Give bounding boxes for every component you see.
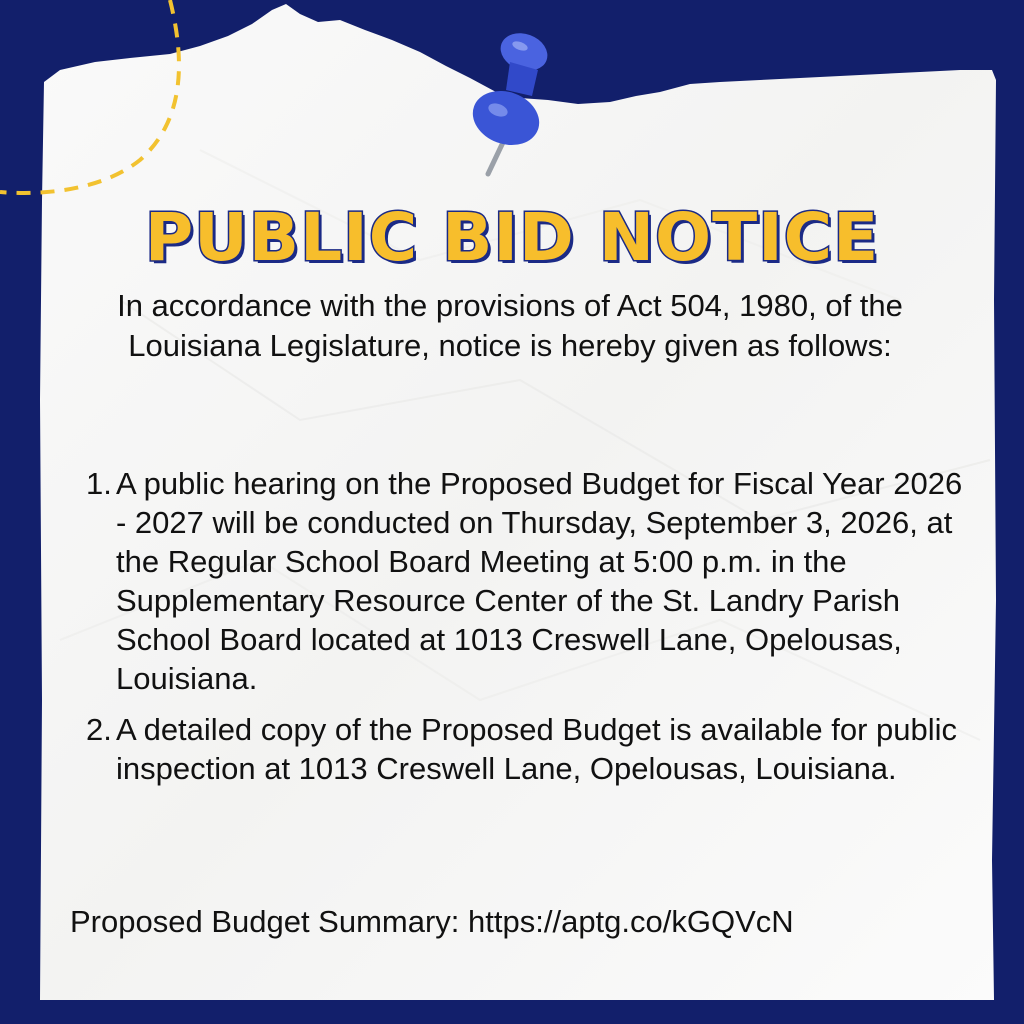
list-item-number: 1. (86, 466, 112, 501)
budget-summary-link[interactable]: Proposed Budget Summary: https://aptg.co/kGQVcN (70, 904, 794, 939)
notice-items-list (80, 464, 980, 788)
push-pin-icon (462, 26, 582, 186)
list-item-number: 2. (86, 712, 112, 747)
notice-title: PUBLIC BID NOTICE (144, 199, 880, 276)
list-item-text: A public hearing on the Proposed Budget for Fiscal Year 2026 - 2027 will be conducted on Thursday, September 3, 2026, at the Regular School Board Meeting at 5:00 p.m. in the Supplementary Resource Center of the St. Landry Parish School Board located at 1013 Creswell Lane, Opelousas, Louisiana. (116, 466, 963, 696)
list-item (80, 464, 980, 698)
intro-paragraph: In accordance with the provisions of Act 504, 1980, of the Louisiana Legislature, notice is hereby given as follows: (117, 288, 903, 363)
list-item (80, 710, 980, 788)
list-item-text: A detailed copy of the Proposed Budget is available for public inspection at 1013 Creswell Lane, Opelousas, Louisiana. (116, 712, 957, 786)
